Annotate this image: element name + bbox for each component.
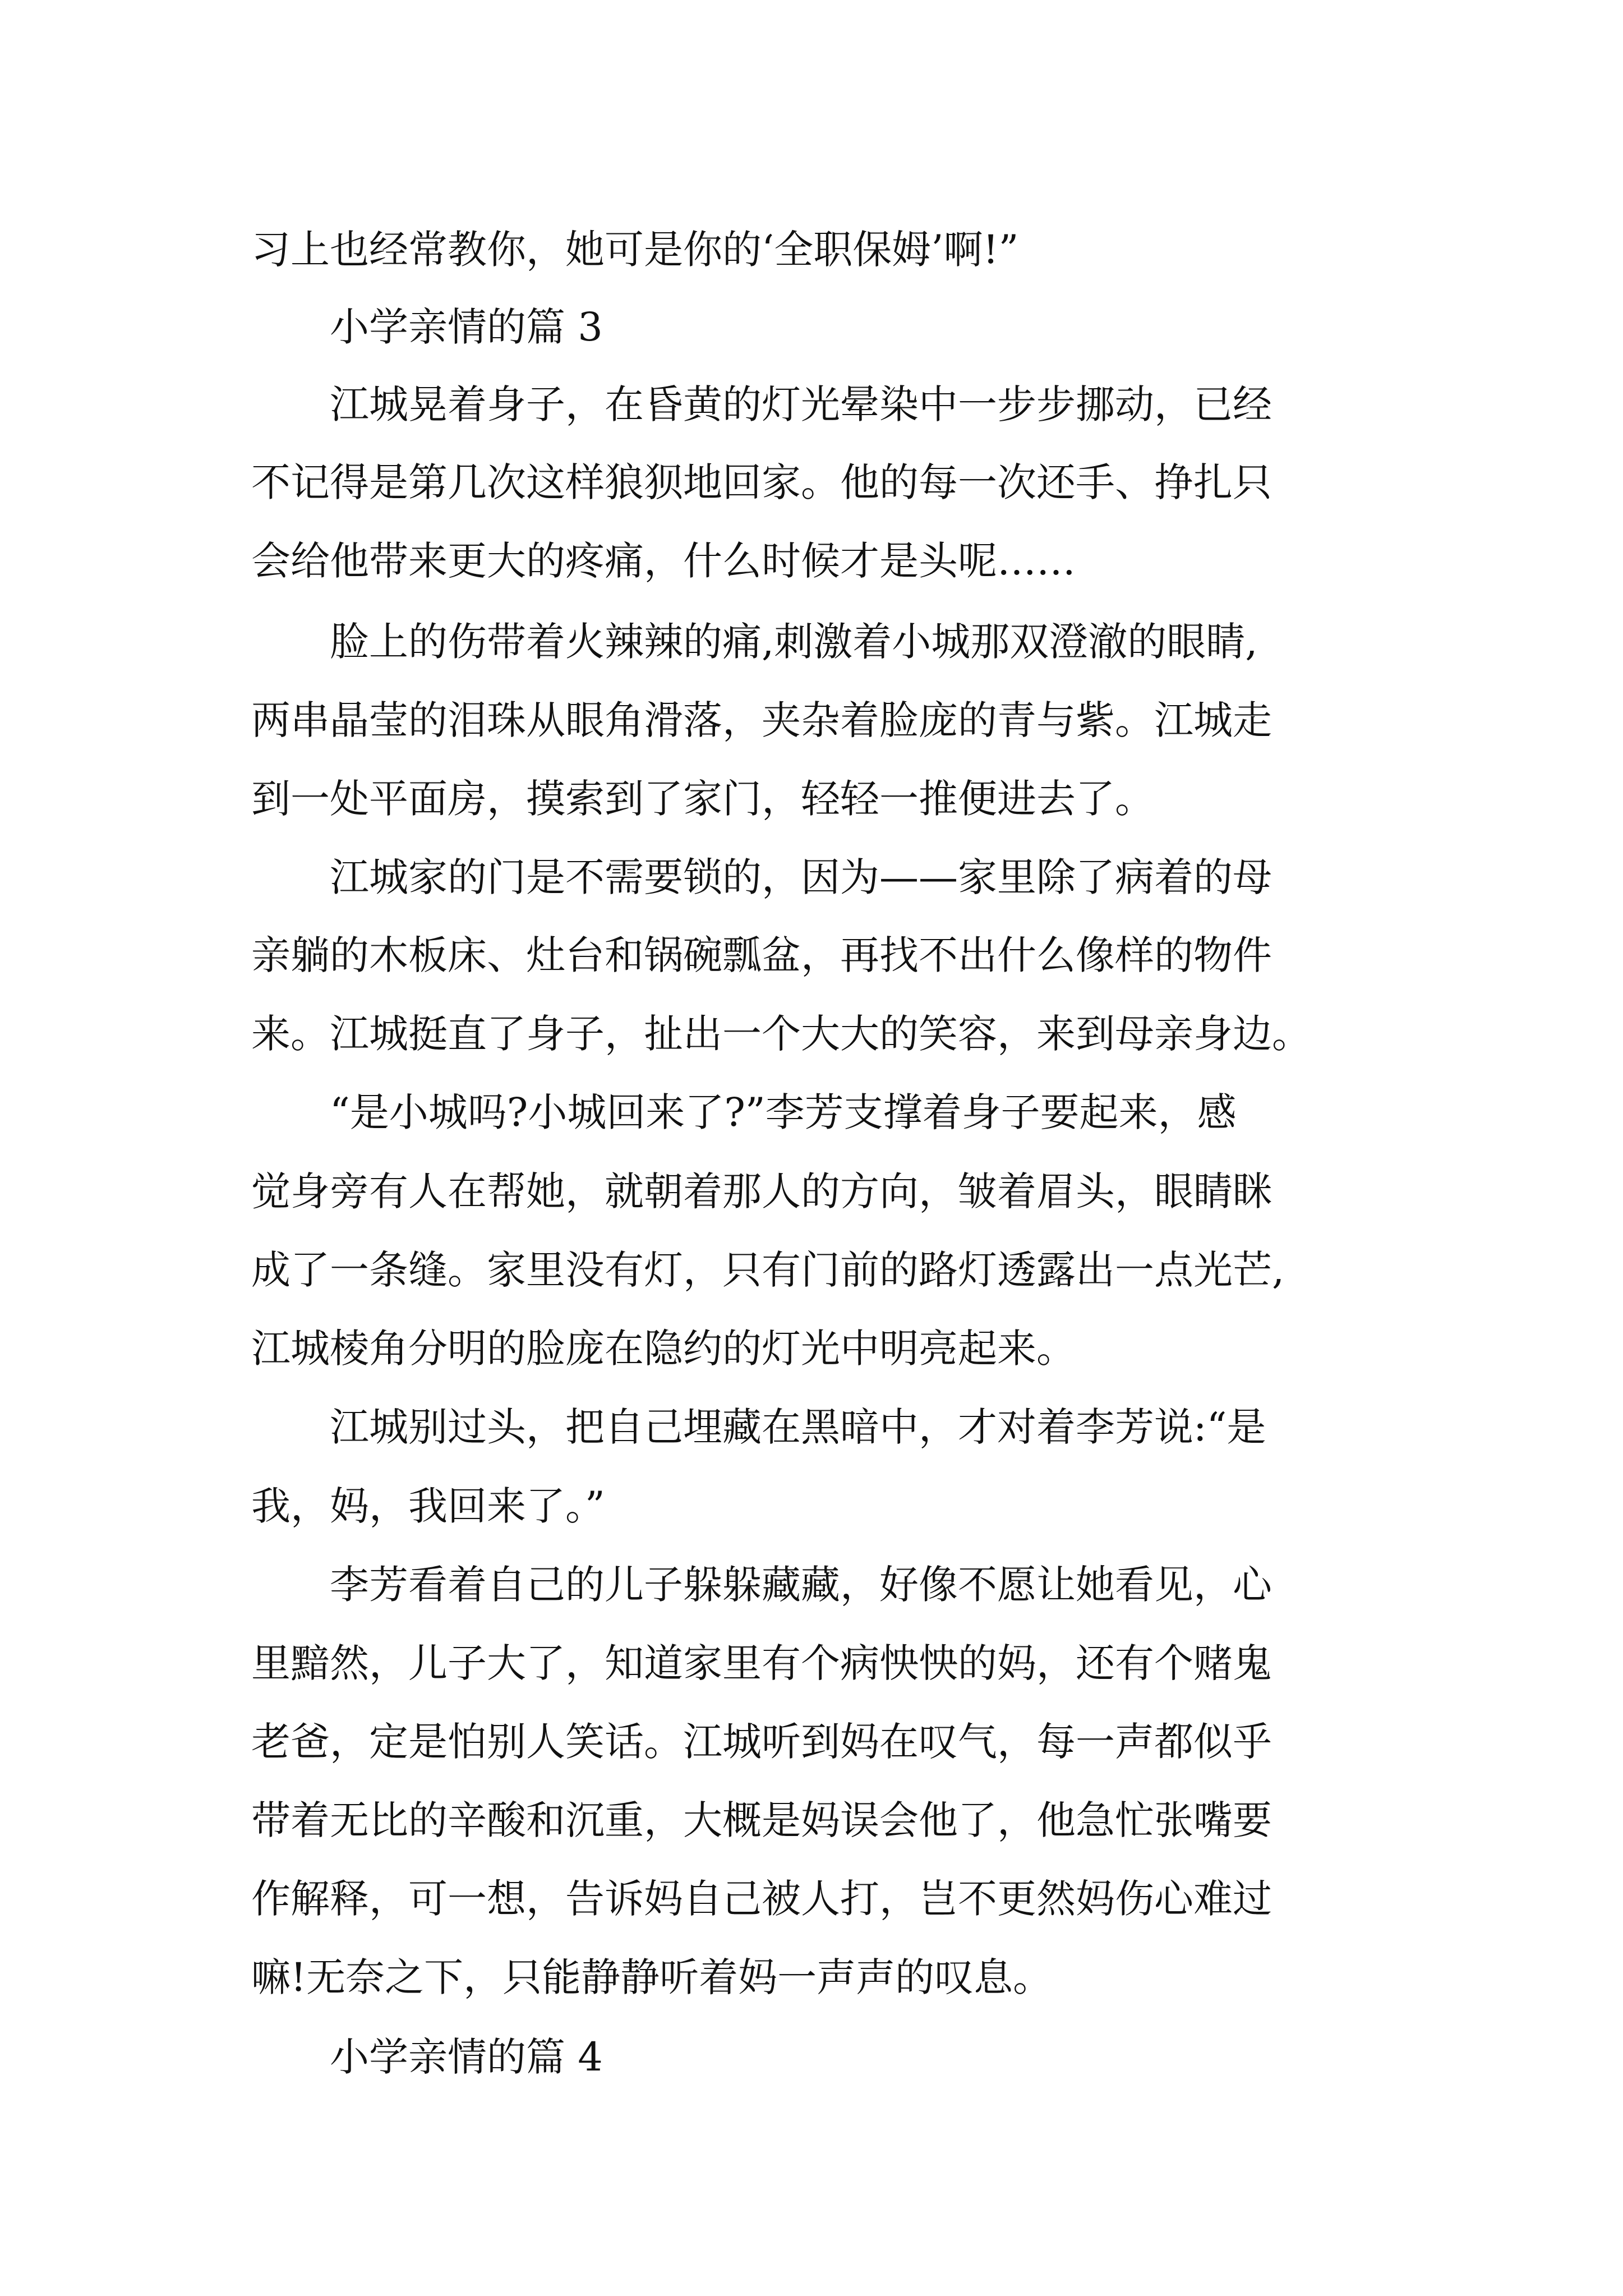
text-line: 江城棱角分明的脸庞在隐约的灯光中明亮起来。 <box>251 1326 1076 1372</box>
text-line: “是小城吗?小城回来了?”李芳支撑着身子要起来，感 <box>330 1089 1237 1135</box>
text-line: 到一处平面房，摸索到了家门，轻轻一推便进去了。 <box>251 776 1154 822</box>
section-heading: 小学亲情的篇 3 <box>330 304 603 350</box>
text-line: 成了一条缝。家里没有灯，只有门前的路灯透露出一点光芒, <box>251 1247 1285 1293</box>
text-line: 嘛!无奈之下，只能静静听着妈一声声的叹息。 <box>251 1954 1053 2000</box>
text-line: 不记得是第几次这样狼狈地回家。他的每一次还手、挣扎只 <box>251 459 1272 505</box>
text-line: 我，妈，我回来了。” <box>251 1483 605 1529</box>
text-line: 脸上的伤带着火辣辣的痛,刺激着小城那双澄澈的眼睛, <box>330 619 1258 665</box>
text-line: 作解释，可一想，告诉妈自己被人打，岂不更然妈伤心难过 <box>251 1876 1272 1922</box>
text-line: 江城别过头，把自己埋藏在黑暗中，才对着李芳说:“是 <box>330 1404 1266 1450</box>
text-line: 江城晃着身子，在昏黄的灯光晕染中一步步挪动，已经 <box>330 381 1272 427</box>
section-heading: 小学亲情的篇 4 <box>330 2034 603 2080</box>
text-line: 习上也经常教你，她可是你的‘全职保姆’啊!” <box>251 227 1019 273</box>
text-line: 带着无比的辛酸和沉重，大概是妈误会他了，他急忙张嘴要 <box>251 1797 1272 1843</box>
text-line: 里黯然，儿子大了，知道家里有个病怏怏的妈，还有个赌鬼 <box>251 1640 1272 1686</box>
text-line: 江城家的门是不需要锁的，因为——家里除了病着的母 <box>330 854 1272 900</box>
text-line: 两串晶莹的泪珠从眼角滑落，夹杂着脸庞的青与紫。江城走 <box>251 697 1272 743</box>
text-line: 亲躺的木板床、灶台和锅碗瓢盆，再找不出什么像样的物件 <box>251 932 1272 978</box>
text-line: 李芳看着自己的儿子躲躲藏藏，好像不愿让她看见，心 <box>330 1562 1272 1608</box>
text-line: 会给他带来更大的疼痛，什么时候才是头呢…… <box>251 538 1076 584</box>
text-line: 老爸，定是怕别人笑话。江城听到妈在叹气，每一声都似乎 <box>251 1719 1272 1765</box>
text-line: 觉身旁有人在帮她，就朝着那人的方向，皱着眉头，眼睛眯 <box>251 1168 1272 1214</box>
text-line: 来。江城挺直了身子，扯出一个大大的笑容，来到母亲身边。 <box>251 1011 1311 1057</box>
